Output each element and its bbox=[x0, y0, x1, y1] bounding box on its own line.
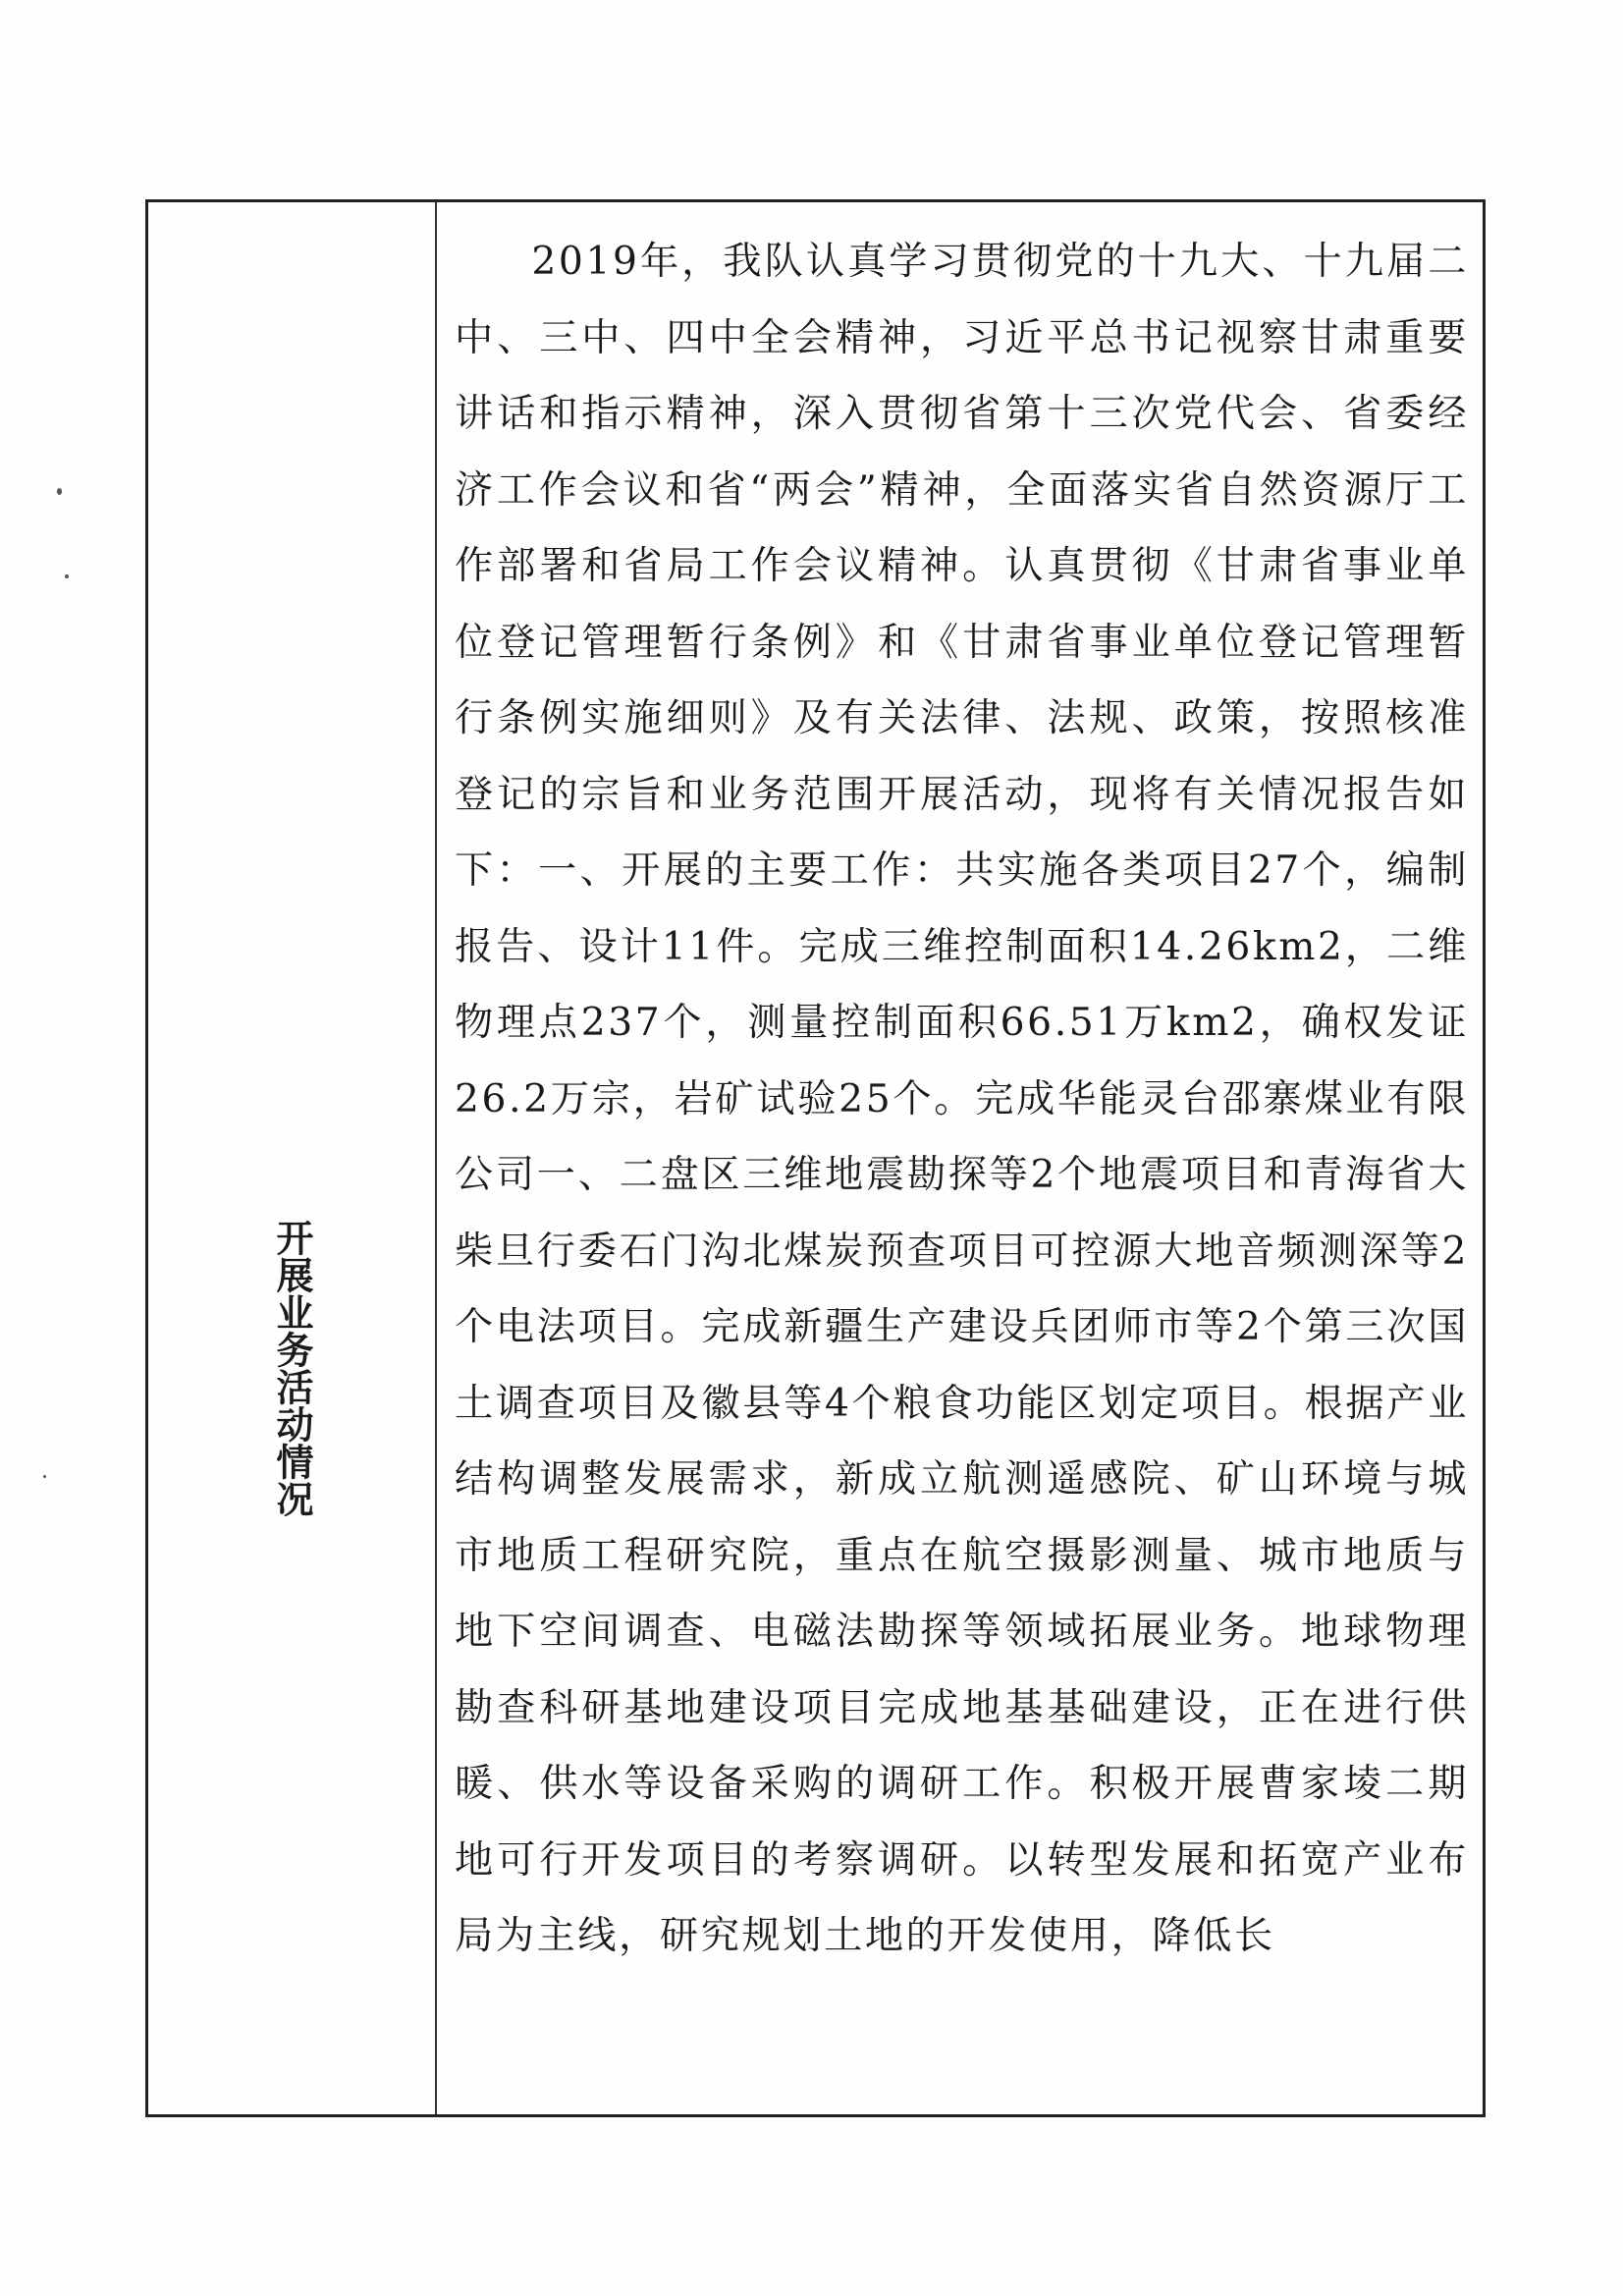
scan-speck bbox=[65, 574, 69, 578]
content-cell bbox=[437, 202, 1483, 2114]
scan-speck bbox=[43, 1475, 46, 1478]
label-cell bbox=[148, 202, 437, 2114]
body-paragraph: 2019年，我队认真学习贯彻党的十九大、十九届二中、三中、四中全会精神，习近平总书记视察甘肃重要讲话和指示精神，深入贯彻省第十三次党代会、省委经济工作会议和省“两会”精神，全面落实省自然资源厅工作部署和省局工作会议精神。认真贯彻《甘肃省事业单位登记管理暂行条例》和《甘肃省事业单位登记管理暂行条例实施细则》及有关法律、法规、政策，按照核准登记的宗旨和业务范围开展活动，现将有关情况报告如下：一、开展的主要工作：共实施各类项目27个，编制报告、设计11件。完成三维控制面积14.26km2，二维物理点237个，测量控制面积66.51万km2，确权发证26.2万宗，岩矿试验25个。完成华能灵台邵寨煤业有限公司一、二盘区三维地震勘探等2个地震项目和青海省大柴旦行委石门沟北煤炭预查项目可控源大地音频测深等2个电法项目。完成新疆生产建设兵团师市等2个第三次国土调查项目及徽县等4个粮食功能区划定项目。根据产业结构调整发展需求，新成立航测遥感院、矿山环境与城市地质工程研究院，重点在航空摄影测量、城市地质与地下空间调查、电磁法勘探等领域拓展业务。地球物理勘查科研基地建设项目完成地基基础建设，正在进行供暖、供水等设备采购的调研工作。积极开展曹家堎二期地可行开发项目的考察调研。以转型发展和拓宽产业布局为主线，研究规划土地的开发使用，降低长 bbox=[455, 240, 1469, 1958]
scan-speck bbox=[57, 488, 62, 495]
section-label: 开展业务活动情况 bbox=[270, 1219, 313, 1517]
report-table bbox=[145, 199, 1486, 2117]
